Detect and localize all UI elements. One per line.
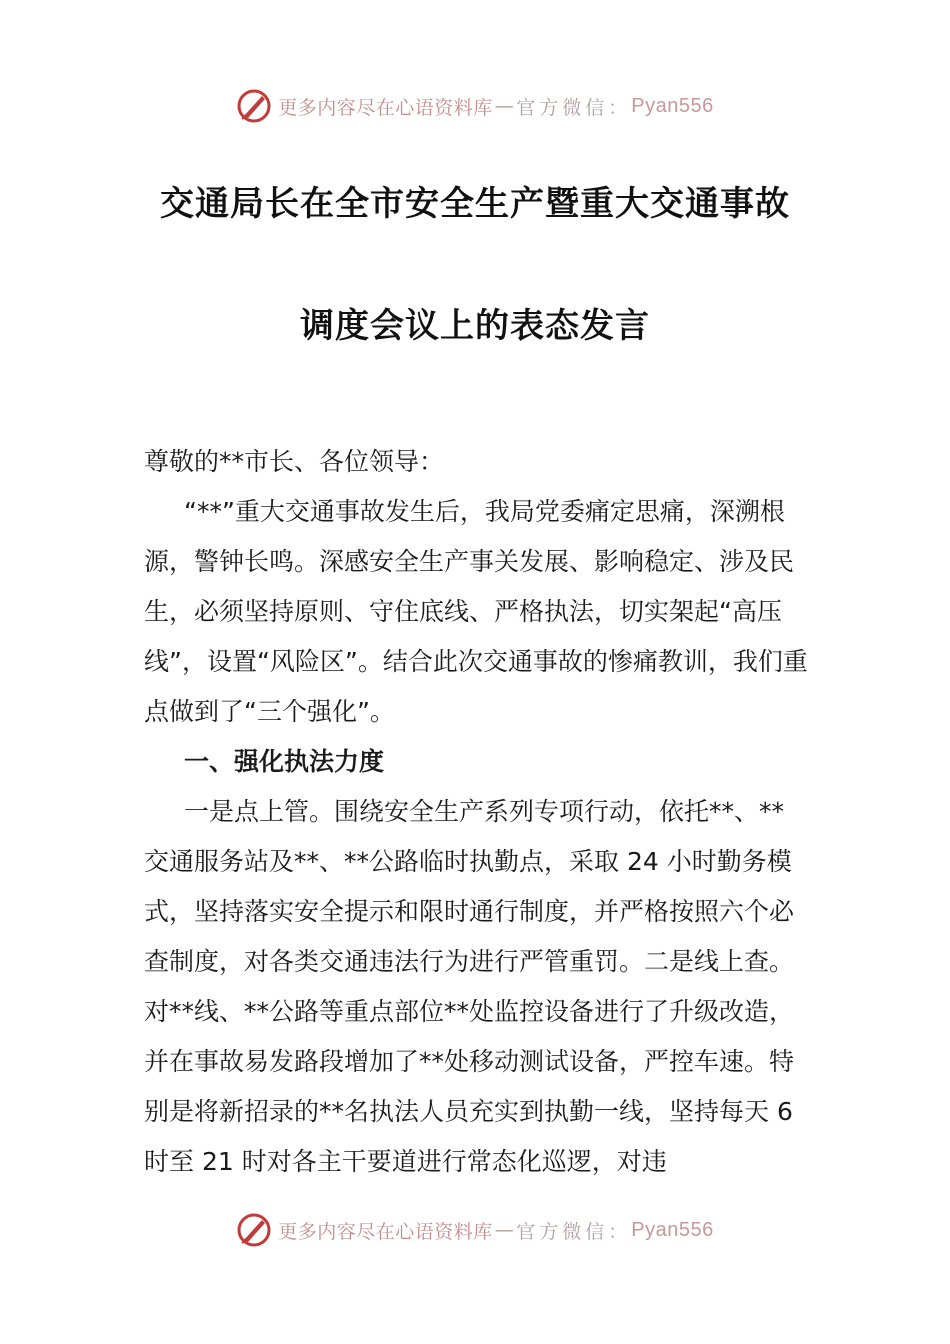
document-title-line-1: 交通局长在全市安全生产暨重大交通事故 bbox=[160, 184, 790, 224]
section-heading: 一、强化执法力度 bbox=[184, 747, 385, 776]
watermark-separator: — bbox=[494, 95, 515, 117]
salutation: 尊敬的**市长、各位领导： bbox=[144, 447, 445, 476]
watermark-wechat-id: Pyan556 bbox=[631, 94, 714, 117]
watermark-wechat-label: 官方微信： bbox=[516, 1220, 632, 1243]
watermark-brand: 更多内容尽在心语资料库 bbox=[278, 96, 493, 119]
document-body bbox=[144, 437, 808, 1187]
watermark-brand: 更多内容尽在心语资料库 bbox=[278, 1220, 493, 1243]
watermark-footer bbox=[0, 1210, 950, 1250]
feather-pen-icon bbox=[236, 88, 272, 124]
document-title-line-2: 调度会议上的表态发言 bbox=[300, 306, 650, 346]
watermark-header bbox=[0, 86, 950, 126]
feather-pen-icon bbox=[236, 1212, 272, 1248]
paragraph: 一是点上管。围绕安全生产系列专项行动，依托**、**交通服务站及**、**公路临时执勤点，采取 24 小时勤务模式，坚持落实安全提示和限时通行制度，并严格按照六个必查制度，对各类交通违法行为进行严管重罚。二是线上查。对**线、**公路等重点部位**处监控设备进行了升级改造，并在事故易发路段增加了**处移动测试设备，严控车速。特别是将新招录的**名执法人员充实到执勤一线，坚持每天 6 时至 21 时对各主干要道进行常态化巡逻，对违 bbox=[144, 797, 795, 1176]
watermark-wechat-id: Pyan556 bbox=[631, 1218, 714, 1241]
watermark-separator: — bbox=[494, 1219, 515, 1241]
watermark-wechat-label: 官方微信： bbox=[516, 96, 632, 119]
paragraph: “**”重大交通事故发生后，我局党委痛定思痛，深溯根源，警钟长鸣。深感安全生产事关发展、影响稳定、涉及民生，必须坚持原则、守住底线、严格执法，切实架起“高压线”，设置“风险区”。结合此次交通事故的惨痛教训，我们重点做到了“三个强化”。 bbox=[144, 497, 808, 726]
